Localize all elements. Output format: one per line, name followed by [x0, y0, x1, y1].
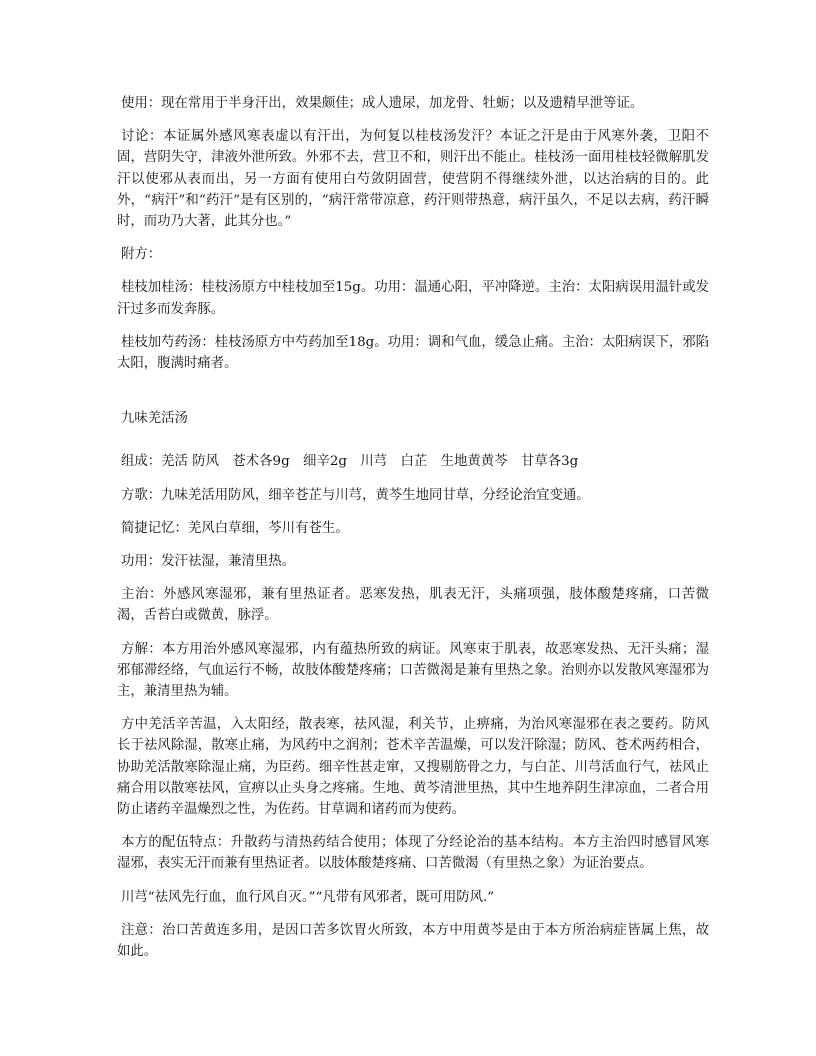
- paragraph-guizhi-jiagui: 桂枝加桂汤：桂枝汤原方中桂枝加至15g。功用：温通心阳，平冲降逆。主治：太阳病误用温针或发汗过多而发奔豚。: [117, 280, 710, 317]
- paragraph-discussion: 讨论：本证属外感风寒表虚以有汗出，为何复以桂枝汤发汗？本证之汗是由于风寒外袭，卫阳不固，营阴失守，津液外泄所致。外邪不去，营卫不和，则汗出不能止。桂枝汤一面用桂枝轻微解肌发汗以使邪从表而出，另一方面有使用白芍敛阴固营，使营阴不得继续外泄，以达治病的目的。此外，“病汗”和“药汗”是有区别的，“病汗常带凉意，药汗则带热意，病汗虽久，不足以去病，药汗瞬时，而功乃大著，此其分也。”: [117, 129, 709, 230]
- paragraph-chuanxiong-quote: 川芎“祛风先行血，血行风自灭。”“凡带有风邪者，既可用防风.”: [121, 889, 495, 905]
- paragraph-herb-roles: 方中羌活辛苦温，入太阳经，散表寒，祛风湿，利关节，止痹痛，为治风寒湿邪在表之要药。防风长于祛风除湿，散寒止痛，为风药中之润剂；苍术辛苦温燥，可以发汗除湿；防风、苍术两药相合，协助羌活散寒除湿止痛，为臣药。细辛性甚走窜，又搜剔筋骨之力，与白芷、川芎活血行气，祛风止痛合用以散寒祛风，宣痹以止头身之疼痛。生地、黄芩清泄里热，其中生地养阴生津凉血，二者合用防止诸药辛温燥烈之性，为佐药。甘草调和诸药而为使药。: [117, 717, 709, 818]
- document-page: [117, 93, 709, 974]
- paragraph-song: 方歌：九味羌活用防风，细辛苍芷与川芎，黄芩生地同甘草，分经论治宜变通。: [121, 487, 590, 503]
- paragraph-mnemonic: 简捷记忆：羌风白草细，芩川有苍生。: [121, 520, 349, 536]
- paragraph-appendix-heading: 附方：: [121, 247, 162, 263]
- section-title: 九味羌活汤: [121, 411, 188, 427]
- paragraph-guizhi-jiashaoyao: 桂枝加芍药汤：桂枝汤原方中芍药加至18g。功用：调和气血，缓急止痛。主治：太阳病误下，邪陷太阳，腹满时痛者。: [117, 334, 710, 372]
- paragraph-explanation: 方解：本方用治外感风寒湿邪，内有蕴热所致的病证。风寒束于肌表，故恶寒发热、无汗头痛；湿邪郁滞经络，气血运行不畅，故肢体酸楚疼痛；口苦微渴是兼有里热之象。治则亦以发散风寒湿邪为主，兼清里热为辅。: [117, 641, 709, 700]
- paragraph-function: 功用：发汗祛湿，兼清里热。: [121, 554, 296, 570]
- paragraph-characteristics: 本方的配伍特点：升散药与清热药结合使用；体现了分经论治的基本结构。本方主治四时感冒风寒湿邪，表实无汗而兼有里热证者。以肢体酸楚疼痛、口苦微渴（有里热之象）为证治要点。: [117, 835, 709, 872]
- paragraph-composition: 组成：羌活 防风 苍术各9g 细辛2g 川芎 白芷 生地黄黄芩 甘草各3g: [121, 454, 579, 470]
- paragraph-indication: 主治：外感风寒湿邪，兼有里热证者。恶寒发热，肌表无汗，头痛项强，肢体酸楚疼痛，口苦微渴，舌苔白或微黄，脉浮。: [117, 587, 709, 624]
- paragraph-caution: 注意：治口苦黄连多用，是因口苦多饮胃火所致，本方中用黄芩是由于本方所治病症皆属上焦，故如此。: [117, 922, 709, 960]
- paragraph-usage: 使用：现在常用于半身汗出，效果颇佳；成人遗尿，加龙骨、牡蛎；以及遗精早泄等证。: [121, 96, 644, 111]
